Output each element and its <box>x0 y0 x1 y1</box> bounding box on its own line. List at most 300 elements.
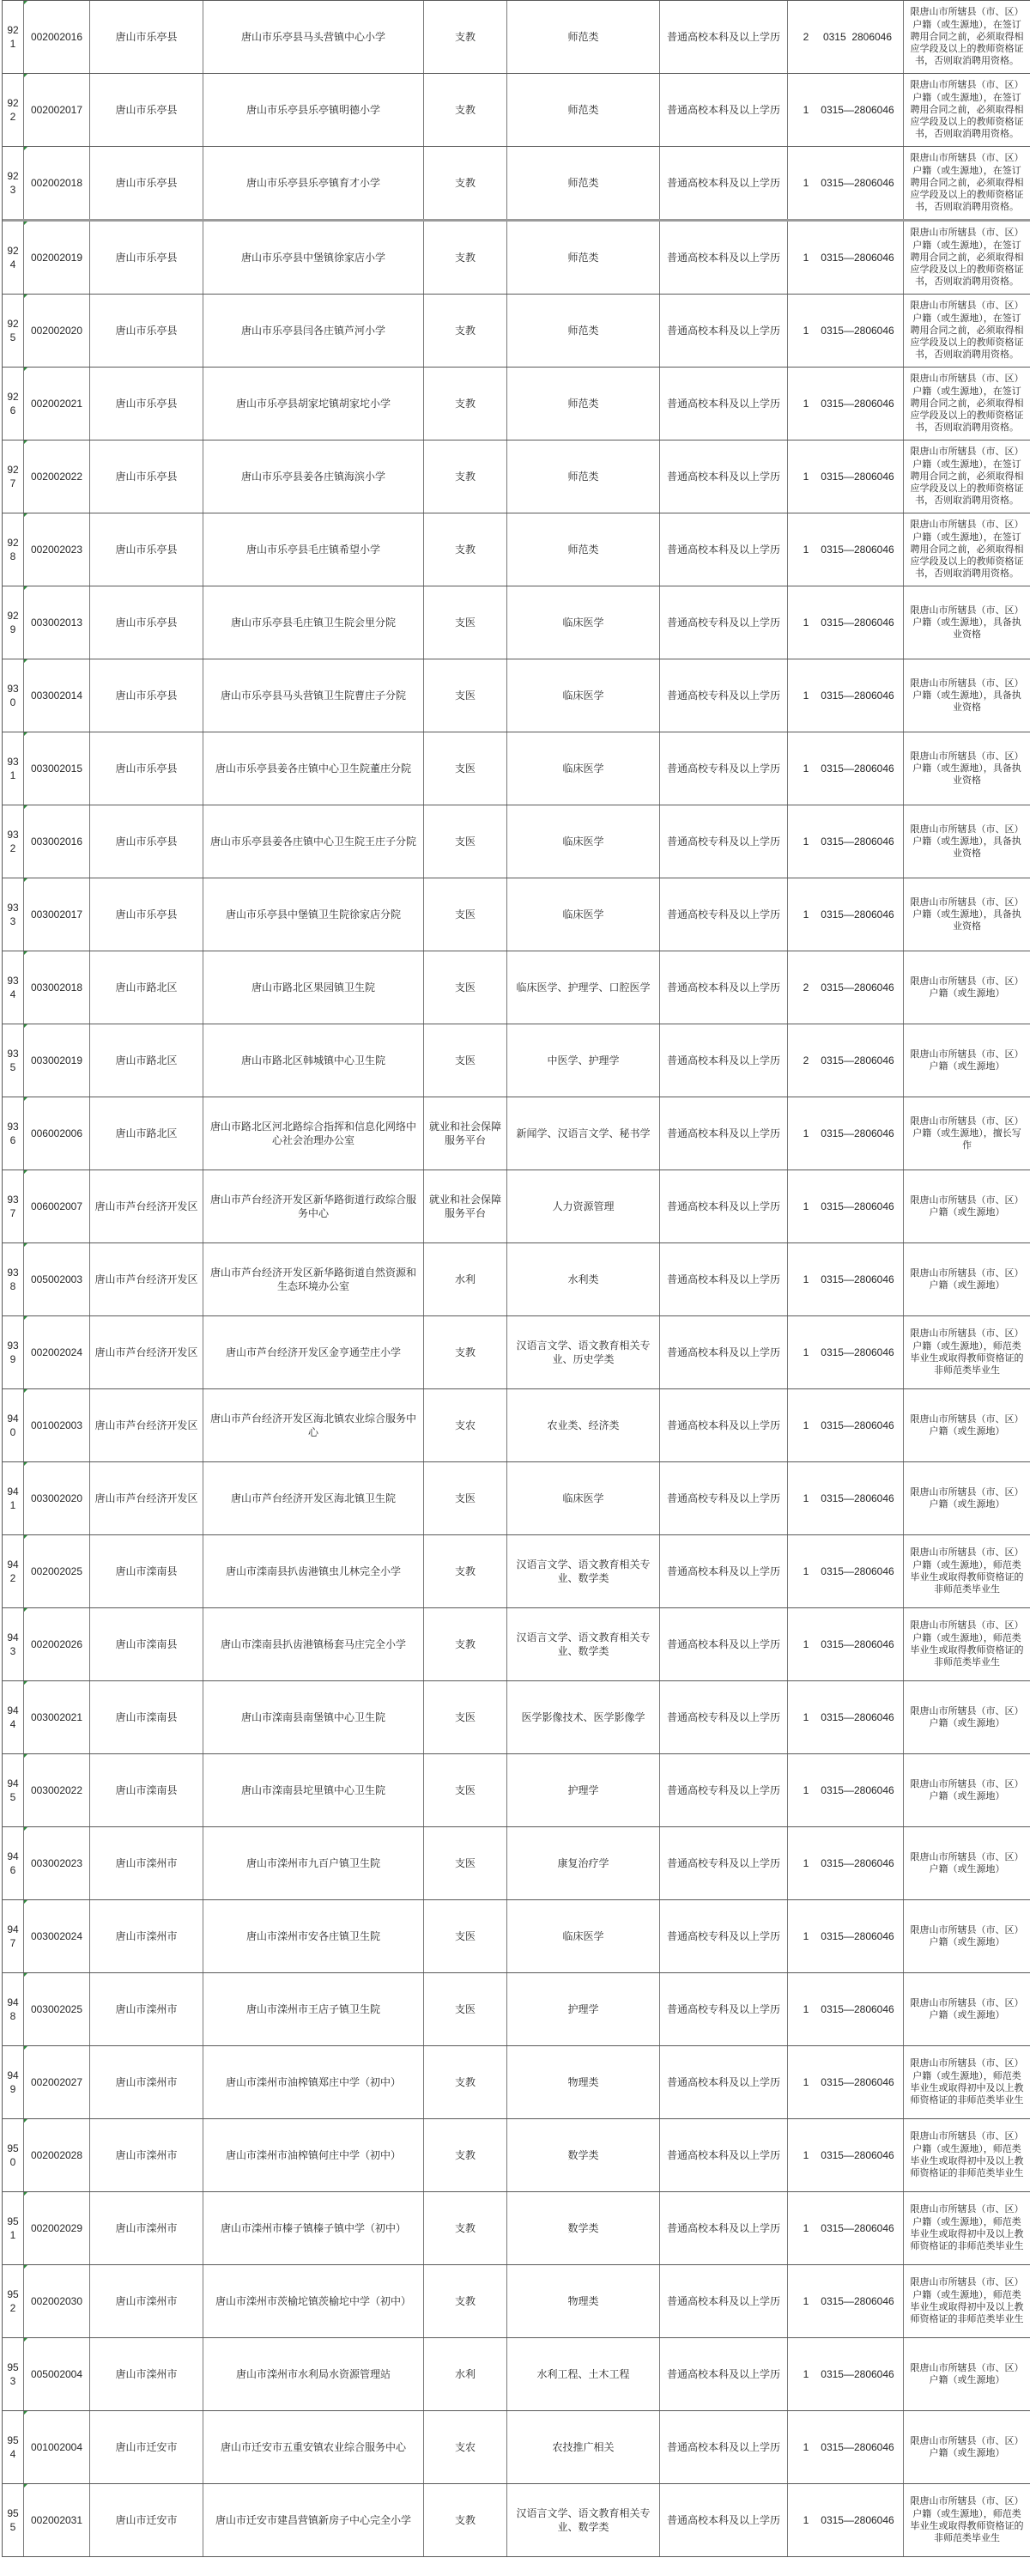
count-phone-cell <box>788 951 904 1024</box>
headcount: 1 <box>803 1783 809 1796</box>
education-cell: 普通高校专科及以上学历 <box>660 1681 788 1753</box>
seq-cell: 933 <box>3 878 24 951</box>
unit-name-cell: 唐山市滦州市油榨镇何庄中学（初中） <box>203 2119 424 2191</box>
count-phone-cell <box>788 1827 904 1899</box>
service-type-cell: 支医 <box>424 1462 507 1534</box>
education-cell: 普通高校本科及以上学历 <box>660 2411 788 2483</box>
table-row <box>3 1170 1030 1243</box>
count-phone-cell <box>788 1316 904 1388</box>
remark-cell: 限唐山市所辖县（市、区）户籍（或生源地），具备执业资格 <box>910 896 1024 933</box>
major-cell: 临床医学 <box>507 1462 660 1534</box>
contact-phone: 0315—2806046 <box>821 2513 894 2526</box>
headcount: 1 <box>803 2513 809 2526</box>
education-cell: 普通高校本科及以上学历 <box>660 2192 788 2264</box>
position-code-cell: 003002023 <box>24 1827 90 1899</box>
education-cell: 普通高校本科及以上学历 <box>660 2119 788 2191</box>
major-cell: 数学类 <box>507 2119 660 2191</box>
county-cell: 唐山市滦州市 <box>90 2046 203 2118</box>
position-code-cell: 002002025 <box>24 1535 90 1607</box>
service-type-cell: 支医 <box>424 586 507 659</box>
education-cell: 普通高校本科及以上学历 <box>660 440 788 513</box>
count-phone-cell <box>788 2192 904 2264</box>
education-cell: 普通高校本科及以上学历 <box>660 368 788 440</box>
contact-phone: 0315—2806046 <box>821 2440 894 2453</box>
service-type-cell: 支教 <box>424 2265 507 2337</box>
unit-name-cell: 唐山市滦州市水利局水资源管理站 <box>203 2338 424 2410</box>
major-cell: 中医学、护理学 <box>507 1024 660 1097</box>
county-cell: 唐山市路北区 <box>90 1097 203 1170</box>
position-code-cell: 005002004 <box>24 2338 90 2410</box>
remark-cell: 限唐山市所辖县（市、区）户籍（或生源地），在签订聘用合同之前，必须取得相应学段及以上的教师资格证书，否则取消聘用资格。 <box>910 153 1024 213</box>
unit-name-cell: 唐山市乐亭县姜各庄镇海滨小学 <box>203 440 424 513</box>
county-cell: 唐山市乐亭县 <box>90 440 203 513</box>
service-type-cell: 支教 <box>424 1608 507 1680</box>
service-type-cell: 支医 <box>424 1681 507 1753</box>
remark-cell: 限唐山市所辖县（市、区）户籍（或生源地），师范类毕业生或取得教师资格证的非师范类毕业生 <box>910 2496 1024 2544</box>
education-cell: 普通高校本科及以上学历 <box>660 74 788 146</box>
county-cell: 唐山市芦台经济开发区 <box>90 1462 203 1534</box>
unit-name-cell: 唐山市滦州市九百户镇卫生院 <box>203 1827 424 1899</box>
service-type-cell: 支农 <box>424 1389 507 1461</box>
table-row <box>3 2265 1030 2338</box>
education-cell: 普通高校专科及以上学历 <box>660 878 788 951</box>
position-code-cell: 002002030 <box>24 2265 90 2337</box>
count-phone-cell <box>788 805 904 878</box>
county-cell: 唐山市芦台经济开发区 <box>90 1170 203 1242</box>
position-code-cell: 003002017 <box>24 878 90 951</box>
contact-phone: 0315—2806046 <box>821 1783 894 1796</box>
county-cell: 唐山市乐亭县 <box>90 586 203 659</box>
table-body <box>3 1 1030 2557</box>
count-phone-cell <box>788 1170 904 1242</box>
contact-phone: 0315—2806046 <box>821 2075 894 2088</box>
headcount: 1 <box>803 2440 809 2453</box>
headcount: 1 <box>803 251 809 264</box>
headcount: 1 <box>803 1492 809 1504</box>
table-row <box>3 440 1030 513</box>
headcount: 1 <box>803 1346 809 1358</box>
unit-name-cell: 唐山市乐亭县毛庄镇希望小学 <box>203 513 424 586</box>
seq-cell: 942 <box>3 1535 24 1607</box>
remark-cell: 限唐山市所辖县（市、区）户籍（或生源地），在签订聘用合同之前，必须取得相应学段及以上的教师资格证书，否则取消聘用资格。 <box>910 519 1024 580</box>
unit-name-cell: 唐山市乐亭县胡家坨镇胡家坨小学 <box>203 368 424 440</box>
table-row <box>3 1754 1030 1827</box>
contact-phone: 0315—2806046 <box>821 2367 894 2380</box>
position-code-cell: 002002028 <box>24 2119 90 2191</box>
seq-cell: 939 <box>3 1316 24 1388</box>
unit-name-cell: 唐山市乐亭县姜各庄镇中心卫生院董庄分院 <box>203 732 424 805</box>
service-type-cell: 支教 <box>424 295 507 367</box>
county-cell: 唐山市路北区 <box>90 1024 203 1097</box>
county-cell: 唐山市滦南县 <box>90 1754 203 1826</box>
service-type-cell: 支教 <box>424 2484 507 2556</box>
education-cell: 普通高校本科及以上学历 <box>660 295 788 367</box>
county-cell: 唐山市乐亭县 <box>90 805 203 878</box>
service-type-cell: 支教 <box>424 1535 507 1607</box>
seq-cell: 923 <box>3 147 24 219</box>
contact-phone: 0315—2806046 <box>821 2294 894 2307</box>
seq-cell: 948 <box>3 1973 24 2045</box>
education-cell: 普通高校本科及以上学历 <box>660 951 788 1024</box>
position-code-cell: 006002007 <box>24 1170 90 1242</box>
contact-phone: 0315—2806046 <box>821 1929 894 1942</box>
position-code-cell: 002002022 <box>24 440 90 513</box>
major-cell: 康复治疗学 <box>507 1827 660 1899</box>
table-row <box>3 732 1030 805</box>
seq-cell: 925 <box>3 295 24 367</box>
count-phone-cell <box>788 1900 904 1972</box>
table-row <box>3 2119 1030 2192</box>
unit-name-cell: 唐山市滦南县扒齿港镇虫儿林完全小学 <box>203 1535 424 1607</box>
table-row <box>3 1681 1030 1754</box>
education-cell: 普通高校专科及以上学历 <box>660 1900 788 1972</box>
headcount: 1 <box>803 762 809 775</box>
table-row <box>3 147 1030 222</box>
service-type-cell: 支教 <box>424 2119 507 2191</box>
county-cell: 唐山市滦州市 <box>90 2265 203 2337</box>
unit-name-cell: 唐山市滦南县扒齿港镇杨套马庄完全小学 <box>203 1608 424 1680</box>
service-type-cell: 支医 <box>424 1827 507 1899</box>
count-phone-cell <box>788 1389 904 1461</box>
major-cell: 农业类、经济类 <box>507 1389 660 1461</box>
headcount: 1 <box>803 2075 809 2088</box>
major-cell: 汉语言文学、语文教育相关专业、数学类 <box>507 2484 660 2556</box>
unit-name-cell: 唐山市滦南县坨里镇中心卫生院 <box>203 1754 424 1826</box>
headcount: 1 <box>803 1637 809 1650</box>
contact-phone: 0315—2806046 <box>821 1637 894 1650</box>
major-cell: 临床医学 <box>507 586 660 659</box>
remark-cell: 限唐山市所辖县（市、区）户籍（或生源地），具备执业资格 <box>910 605 1024 641</box>
remark-cell: 限唐山市所辖县（市、区）户籍（或生源地） <box>910 1486 1024 1510</box>
seq-cell: 926 <box>3 368 24 440</box>
contact-phone: 0315—2806046 <box>821 1127 894 1139</box>
seq-cell: 944 <box>3 1681 24 1753</box>
county-cell: 唐山市乐亭县 <box>90 878 203 951</box>
county-cell: 唐山市路北区 <box>90 951 203 1024</box>
major-cell: 临床医学 <box>507 878 660 951</box>
table-row <box>3 1316 1030 1389</box>
contact-phone: 0315—2806046 <box>821 470 894 483</box>
position-code-cell: 002002019 <box>24 222 90 294</box>
count-phone-cell <box>788 2338 904 2410</box>
county-cell: 唐山市滦州市 <box>90 1900 203 1972</box>
position-code-cell: 002002017 <box>24 74 90 146</box>
position-code-cell: 003002015 <box>24 732 90 805</box>
service-type-cell: 支医 <box>424 1973 507 2045</box>
table-row <box>3 1900 1030 1973</box>
contact-phone: 0315—2806046 <box>821 176 894 189</box>
remark-cell: 限唐山市所辖县（市、区）户籍（或生源地），师范类毕业生或取得初中及以上教师资格证的非师范类毕业生 <box>910 2204 1024 2252</box>
headcount: 1 <box>803 1127 809 1139</box>
service-type-cell: 支教 <box>424 440 507 513</box>
unit-name-cell: 唐山市芦台经济开发区金亨通茔庄小学 <box>203 1316 424 1388</box>
education-cell: 普通高校本科及以上学历 <box>660 1170 788 1242</box>
contact-phone: 0315—2806046 <box>821 1200 894 1212</box>
table-row <box>3 1097 1030 1170</box>
positions-table <box>2 0 1030 2557</box>
contact-phone: 0315—2806046 <box>821 1492 894 1504</box>
position-code-cell: 002002026 <box>24 1608 90 1680</box>
unit-name-cell: 唐山市滦州市茨榆坨镇茨榆坨中学（初中） <box>203 2265 424 2337</box>
major-cell: 师范类 <box>507 222 660 294</box>
education-cell: 普通高校专科及以上学历 <box>660 659 788 732</box>
headcount: 1 <box>803 1710 809 1723</box>
headcount: 1 <box>803 543 809 556</box>
county-cell: 唐山市滦南县 <box>90 1608 203 1680</box>
service-type-cell: 支医 <box>424 805 507 878</box>
seq-cell: 922 <box>3 74 24 146</box>
contact-phone: 0315—2806046 <box>821 103 894 116</box>
education-cell: 普通高校本科及以上学历 <box>660 1097 788 1170</box>
seq-cell: 937 <box>3 1170 24 1242</box>
contact-phone: 0315—2806046 <box>821 616 894 629</box>
seq-cell: 953 <box>3 2338 24 2410</box>
major-cell: 医学影像技术、医学影像学 <box>507 1681 660 1753</box>
seq-cell: 950 <box>3 2119 24 2191</box>
seq-cell: 921 <box>3 1 24 73</box>
position-code-cell: 003002013 <box>24 586 90 659</box>
education-cell: 普通高校专科及以上学历 <box>660 1462 788 1534</box>
seq-cell: 943 <box>3 1608 24 1680</box>
unit-name-cell: 唐山市滦州市油榨镇郑庄中学（初中） <box>203 2046 424 2118</box>
position-code-cell: 006002006 <box>24 1097 90 1170</box>
count-phone-cell <box>788 2411 904 2483</box>
position-code-cell: 002002020 <box>24 295 90 367</box>
seq-cell: 927 <box>3 440 24 513</box>
position-code-cell: 003002014 <box>24 659 90 732</box>
unit-name-cell: 唐山市芦台经济开发区新华路街道自然资源和生态环境办公室 <box>203 1243 424 1315</box>
county-cell: 唐山市滦州市 <box>90 1973 203 2045</box>
count-phone-cell <box>788 513 904 586</box>
service-type-cell: 支医 <box>424 659 507 732</box>
headcount: 1 <box>803 2221 809 2234</box>
count-phone-cell <box>788 295 904 367</box>
seq-cell: 947 <box>3 1900 24 1972</box>
remark-cell: 限唐山市所辖县（市、区）户籍（或生源地），师范类毕业生或取得教师资格证的非师范类毕业生 <box>910 1620 1024 1668</box>
remark-cell: 限唐山市所辖县（市、区）户籍（或生源地），在签订聘用合同之前，必须取得相应学段及以上的教师资格证书，否则取消聘用资格。 <box>910 228 1024 288</box>
count-phone-cell <box>788 1535 904 1607</box>
county-cell: 唐山市乐亭县 <box>90 295 203 367</box>
county-cell: 唐山市乐亭县 <box>90 74 203 146</box>
table-row <box>3 513 1030 586</box>
county-cell: 唐山市迁安市 <box>90 2484 203 2556</box>
education-cell: 普通高校本科及以上学历 <box>660 1608 788 1680</box>
major-cell: 临床医学、护理学、口腔医学 <box>507 951 660 1024</box>
service-type-cell: 水利 <box>424 1243 507 1315</box>
position-code-cell: 002002029 <box>24 2192 90 2264</box>
seq-cell: 951 <box>3 2192 24 2264</box>
major-cell: 临床医学 <box>507 1900 660 1972</box>
county-cell: 唐山市芦台经济开发区 <box>90 1389 203 1461</box>
position-code-cell: 003002018 <box>24 951 90 1024</box>
unit-name-cell: 唐山市乐亭县马头营镇卫生院曹庄子分院 <box>203 659 424 732</box>
unit-name-cell: 唐山市路北区河北路综合指挥和信息化网络中心社会治理办公室 <box>203 1097 424 1170</box>
education-cell: 普通高校本科及以上学历 <box>660 1024 788 1097</box>
headcount: 1 <box>803 324 809 337</box>
count-phone-cell <box>788 2119 904 2191</box>
remark-cell: 限唐山市所辖县（市、区）户籍（或生源地） <box>910 1267 1024 1291</box>
major-cell: 师范类 <box>507 513 660 586</box>
service-type-cell: 支教 <box>424 222 507 294</box>
remark-cell: 限唐山市所辖县（市、区）户籍（或生源地），具备执业资格 <box>910 823 1024 860</box>
position-code-cell: 002002023 <box>24 513 90 586</box>
seq-cell: 949 <box>3 2046 24 2118</box>
table-row <box>3 2411 1030 2484</box>
table-row <box>3 586 1030 659</box>
service-type-cell: 支医 <box>424 1900 507 1972</box>
headcount: 1 <box>803 1200 809 1212</box>
remark-cell: 限唐山市所辖县（市、区）户籍（或生源地） <box>910 1997 1024 2020</box>
headcount: 1 <box>803 103 809 116</box>
contact-phone: 0315—2806046 <box>821 397 894 410</box>
contact-phone: 0315 2806046 <box>822 30 893 43</box>
unit-name-cell: 唐山市滦南县南堡镇中心卫生院 <box>203 1681 424 1753</box>
unit-name-cell: 唐山市路北区果园镇卫生院 <box>203 951 424 1024</box>
contact-phone: 0315—2806046 <box>821 2221 894 2234</box>
education-cell: 普通高校本科及以上学历 <box>660 513 788 586</box>
county-cell: 唐山市滦州市 <box>90 2338 203 2410</box>
unit-name-cell: 唐山市乐亭县中堡镇徐家店小学 <box>203 222 424 294</box>
headcount: 2 <box>803 30 809 43</box>
seq-cell: 928 <box>3 513 24 586</box>
position-code-cell: 001002004 <box>24 2411 90 2483</box>
headcount: 1 <box>803 689 809 702</box>
remark-cell: 限唐山市所辖县（市、区）户籍（或生源地），在签订聘用合同之前，必须取得相应学段及以上的教师资格证书，否则取消聘用资格。 <box>910 374 1024 434</box>
table-row <box>3 659 1030 732</box>
service-type-cell: 支医 <box>424 1024 507 1097</box>
table-row <box>3 2484 1030 2557</box>
remark-cell: 限唐山市所辖县（市、区）户籍（或生源地） <box>910 1705 1024 1728</box>
unit-name-cell: 唐山市乐亭县中堡镇卫生院徐家店分院 <box>203 878 424 951</box>
table-row <box>3 1827 1030 1900</box>
unit-name-cell: 唐山市乐亭县马头营镇中心小学 <box>203 1 424 73</box>
education-cell: 普通高校本科及以上学历 <box>660 1389 788 1461</box>
education-cell: 普通高校专科及以上学历 <box>660 1973 788 2045</box>
remark-cell: 限唐山市所辖县（市、区）户籍（或生源地），师范类毕业生或取得教师资格证的非师范类毕业生 <box>910 1547 1024 1595</box>
headcount: 1 <box>803 470 809 483</box>
position-code-cell: 002002018 <box>24 147 90 219</box>
major-cell: 师范类 <box>507 147 660 219</box>
table-row <box>3 2338 1030 2411</box>
contact-phone: 0315—2806046 <box>821 1054 894 1066</box>
table-row <box>3 1024 1030 1097</box>
table-row <box>3 1243 1030 1316</box>
education-cell: 普通高校专科及以上学历 <box>660 1827 788 1899</box>
position-code-cell: 003002016 <box>24 805 90 878</box>
position-code-cell: 003002024 <box>24 1900 90 1972</box>
unit-name-cell: 唐山市乐亭县乐亭镇明德小学 <box>203 74 424 146</box>
service-type-cell: 支教 <box>424 74 507 146</box>
education-cell: 普通高校本科及以上学历 <box>660 1316 788 1388</box>
remark-cell: 限唐山市所辖县（市、区）户籍（或生源地），在签订聘用合同之前，必须取得相应学段及以上的教师资格证书，否则取消聘用资格。 <box>910 447 1024 507</box>
headcount: 1 <box>803 1564 809 1577</box>
count-phone-cell <box>788 1973 904 2045</box>
major-cell: 师范类 <box>507 440 660 513</box>
service-type-cell: 支医 <box>424 1754 507 1826</box>
remark-cell: 限唐山市所辖县（市、区）户籍（或生源地），在签订聘用合同之前，必须取得相应学段及以上的教师资格证书，否则取消聘用资格。 <box>910 301 1024 361</box>
seq-cell: 932 <box>3 805 24 878</box>
contact-phone: 0315—2806046 <box>821 908 894 920</box>
count-phone-cell <box>788 2046 904 2118</box>
major-cell: 汉语言文学、语文教育相关专业、数学类 <box>507 1608 660 1680</box>
headcount: 1 <box>803 2294 809 2307</box>
headcount: 1 <box>803 397 809 410</box>
county-cell: 唐山市滦州市 <box>90 1827 203 1899</box>
county-cell: 唐山市迁安市 <box>90 2411 203 2483</box>
position-code-cell: 003002022 <box>24 1754 90 1826</box>
county-cell: 唐山市芦台经济开发区 <box>90 1243 203 1315</box>
major-cell: 新闻学、汉语言文学、秘书学 <box>507 1097 660 1170</box>
headcount: 1 <box>803 1273 809 1285</box>
table-row <box>3 74 1030 147</box>
major-cell: 师范类 <box>507 74 660 146</box>
position-code-cell: 002002027 <box>24 2046 90 2118</box>
contact-phone: 0315—2806046 <box>821 1856 894 1869</box>
major-cell: 师范类 <box>507 368 660 440</box>
contact-phone: 0315—2806046 <box>821 1273 894 1285</box>
headcount: 1 <box>803 908 809 920</box>
count-phone-cell <box>788 586 904 659</box>
county-cell: 唐山市芦台经济开发区 <box>90 1316 203 1388</box>
unit-name-cell: 唐山市路北区韩城镇中心卫生院 <box>203 1024 424 1097</box>
county-cell: 唐山市滦州市 <box>90 2119 203 2191</box>
major-cell: 护理学 <box>507 1973 660 2045</box>
seq-cell: 936 <box>3 1097 24 1170</box>
position-code-cell: 003002025 <box>24 1973 90 2045</box>
remark-cell: 限唐山市所辖县（市、区）户籍（或生源地） <box>910 1194 1024 1218</box>
unit-name-cell: 唐山市滦州市榛子镇榛子镇中学（初中） <box>203 2192 424 2264</box>
remark-cell: 限唐山市所辖县（市、区）户籍（或生源地），在签订聘用合同之前，必须取得相应学段及以上的教师资格证书，否则取消聘用资格。 <box>910 7 1024 67</box>
major-cell: 汉语言文学、语文教育相关专业、历史学类 <box>507 1316 660 1388</box>
unit-name-cell: 唐山市乐亭县闫各庄镇芦河小学 <box>203 295 424 367</box>
count-phone-cell <box>788 1754 904 1826</box>
contact-phone: 0315—2806046 <box>821 1419 894 1431</box>
position-code-cell: 003002021 <box>24 1681 90 1753</box>
seq-cell: 941 <box>3 1462 24 1534</box>
contact-phone: 0315—2806046 <box>821 1346 894 1358</box>
headcount: 1 <box>803 1419 809 1431</box>
education-cell: 普通高校专科及以上学历 <box>660 732 788 805</box>
position-code-cell: 002002024 <box>24 1316 90 1388</box>
county-cell: 唐山市乐亭县 <box>90 659 203 732</box>
service-type-cell: 就业和社会保障服务平台 <box>424 1170 507 1242</box>
table-row <box>3 295 1030 368</box>
county-cell: 唐山市乐亭县 <box>90 1 203 73</box>
count-phone-cell <box>788 878 904 951</box>
service-type-cell: 支医 <box>424 878 507 951</box>
major-cell: 师范类 <box>507 1 660 73</box>
count-phone-cell <box>788 2265 904 2337</box>
service-type-cell: 支教 <box>424 513 507 586</box>
education-cell: 普通高校本科及以上学历 <box>660 1243 788 1315</box>
seq-cell: 934 <box>3 951 24 1024</box>
major-cell: 水利工程、土木工程 <box>507 2338 660 2410</box>
contact-phone: 0315—2806046 <box>821 981 894 993</box>
headcount: 2 <box>803 981 809 993</box>
table-row <box>3 805 1030 878</box>
education-cell: 普通高校本科及以上学历 <box>660 2046 788 2118</box>
headcount: 1 <box>803 1929 809 1942</box>
service-type-cell: 支教 <box>424 368 507 440</box>
seq-cell: 930 <box>3 659 24 732</box>
major-cell: 人力资源管理 <box>507 1170 660 1242</box>
position-code-cell: 005002003 <box>24 1243 90 1315</box>
seq-cell: 940 <box>3 1389 24 1461</box>
table-row <box>3 1608 1030 1681</box>
unit-name-cell: 唐山市乐亭县姜各庄镇中心卫生院王庄子分院 <box>203 805 424 878</box>
table-row <box>3 1535 1030 1608</box>
unit-name-cell: 唐山市滦州市安各庄镇卫生院 <box>203 1900 424 1972</box>
